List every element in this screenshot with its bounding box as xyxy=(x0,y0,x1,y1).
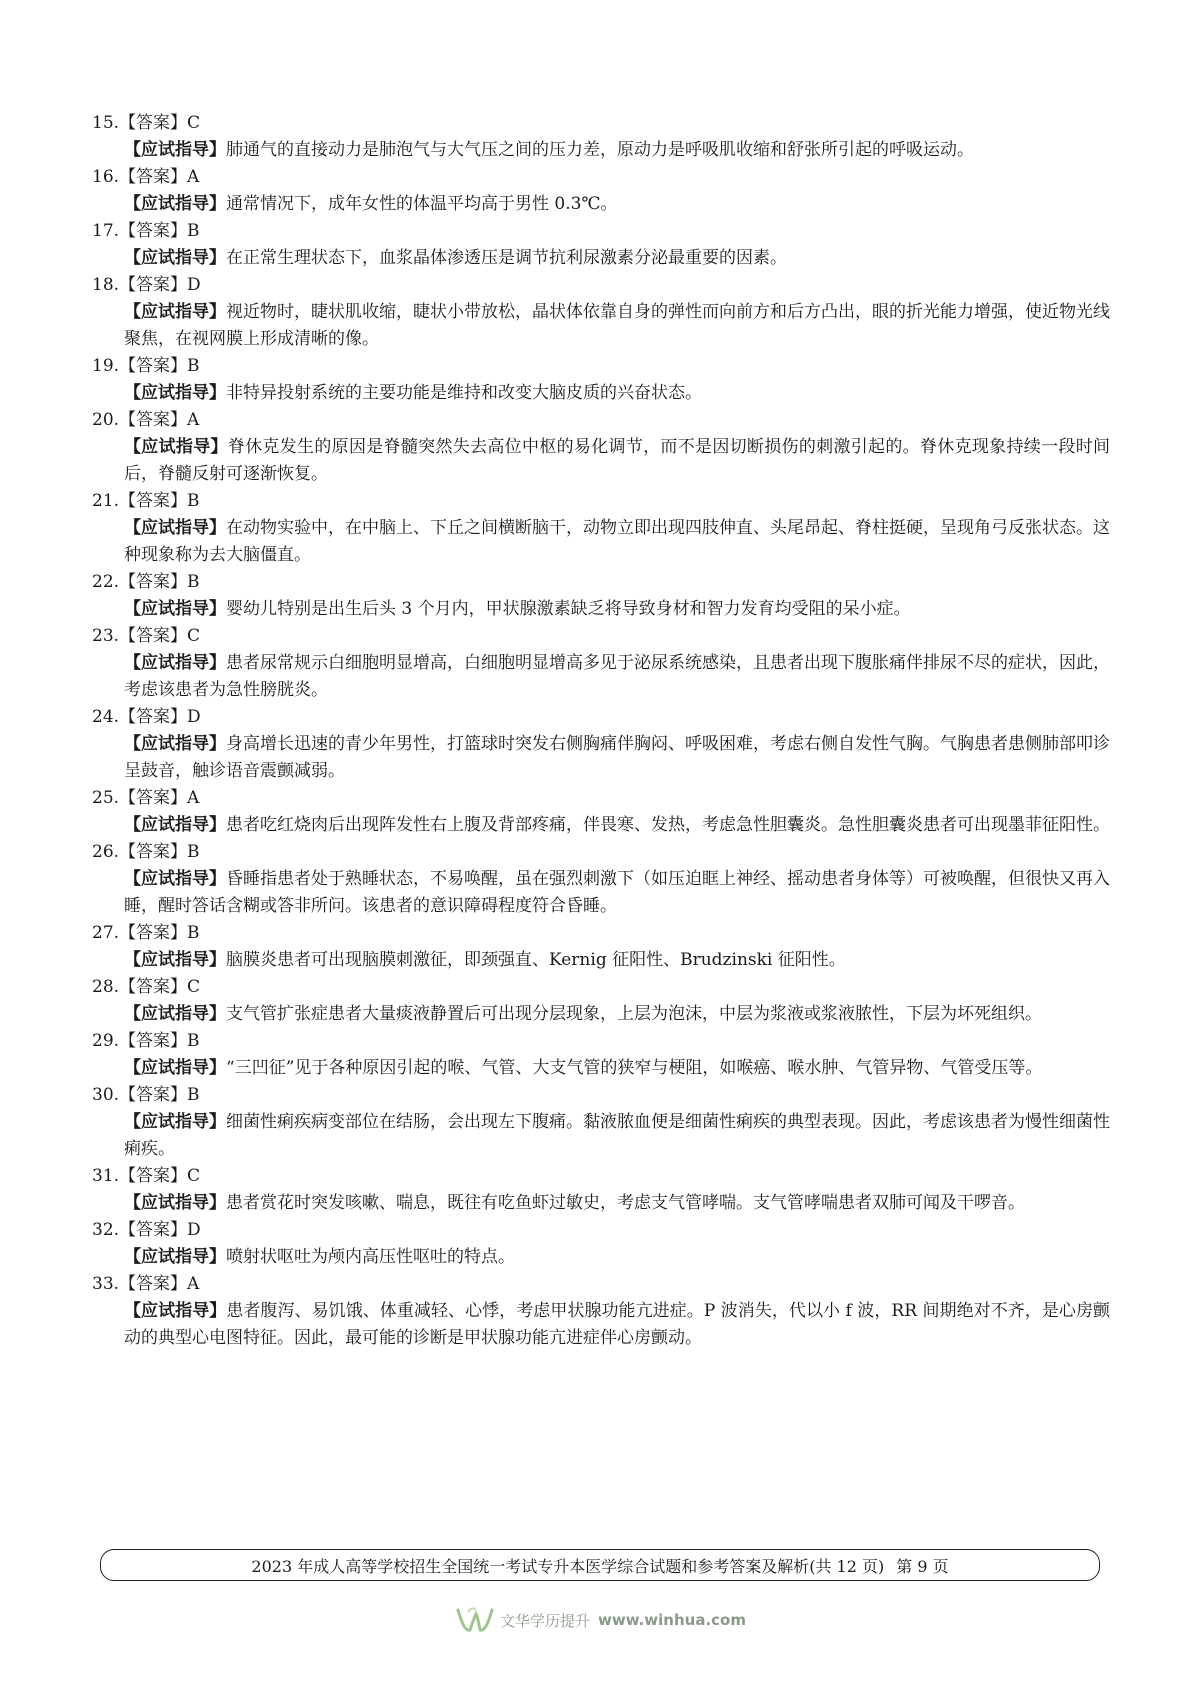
guide-label: 【应试指导】 xyxy=(124,950,226,970)
answer-label: 【答案】 xyxy=(119,923,188,943)
answer-line xyxy=(92,164,1110,191)
guide-text xyxy=(124,947,1110,974)
answer-label: 【答案】 xyxy=(119,275,188,295)
guide-text xyxy=(124,137,1110,164)
guide-label: 【应试指导】 xyxy=(124,815,226,835)
answer-value: D xyxy=(187,1220,201,1240)
answer-label: 【答案】 xyxy=(119,221,188,241)
guide-text xyxy=(124,866,1110,920)
answer-line xyxy=(92,974,1110,1001)
answer-entry xyxy=(92,407,1110,488)
guide-label: 【应试指导】 xyxy=(124,1193,226,1213)
guide-text xyxy=(124,596,1110,623)
answer-value: B xyxy=(187,356,200,376)
answer-label: 【答案】 xyxy=(119,626,188,646)
answer-line xyxy=(92,785,1110,812)
answer-value: A xyxy=(187,410,200,430)
guide-body: 脊休克发生的原因是脊髓突然失去高位中枢的易化调节，而不是因切断损伤的刺激引起的。脊休克现象持续一段时间后，脊髓反射可逐渐恢复。 xyxy=(124,437,1111,484)
guide-label: 【应试指导】 xyxy=(124,653,226,673)
guide-body: 患者赏花时突发咳嗽、喘息，既往有吃鱼虾过敏史，考虑支气管哮喘。支气管哮喘患者双肺可闻及干啰音。 xyxy=(226,1193,1025,1213)
question-number: 17. xyxy=(92,221,120,241)
answer-entry xyxy=(92,839,1110,920)
answer-label: 【答案】 xyxy=(119,842,188,862)
question-number: 22. xyxy=(92,572,120,592)
guide-label: 【应试指导】 xyxy=(124,140,226,160)
answer-line xyxy=(92,1163,1110,1190)
answer-value: B xyxy=(187,221,200,241)
answer-label: 【答案】 xyxy=(119,491,188,511)
guide-label: 【应试指导】 xyxy=(124,869,226,889)
answer-entry xyxy=(92,353,1110,407)
answer-label: 【答案】 xyxy=(119,113,188,133)
answer-line xyxy=(92,920,1110,947)
guide-body: 喷射状呕吐为颅内高压性呕吐的特点。 xyxy=(226,1247,515,1267)
question-number: 25. xyxy=(92,788,120,808)
guide-body: 患者尿常规示白细胞明显增高，白细胞明显增高多见于泌尿系统感染，且患者出现下腹胀痛伴排尿不尽的症状，因此，考虑该患者为急性膀胱炎。 xyxy=(124,653,1110,700)
question-number: 32. xyxy=(92,1220,120,1240)
watermark-brand: 文华学历提升 xyxy=(499,1611,590,1630)
watermark xyxy=(0,1600,1200,1640)
answer-label: 【答案】 xyxy=(119,977,188,997)
guide-label: 【应试指导】 xyxy=(124,518,226,538)
answer-line xyxy=(92,218,1110,245)
answer-entry xyxy=(92,218,1110,272)
guide-text xyxy=(124,1244,1110,1271)
answer-entry xyxy=(92,623,1110,704)
question-number: 27. xyxy=(92,923,120,943)
answer-line xyxy=(92,1028,1110,1055)
answer-value: A xyxy=(187,788,200,808)
answer-entry xyxy=(92,110,1110,164)
question-number: 33. xyxy=(92,1274,120,1294)
guide-body: 昏睡指患者处于熟睡状态，不易唤醒，虽在强烈刺激下（如压迫眶上神经、摇动患者身体等）可被唤醒，但很快又再入睡，醒时答话含糊或答非所问。该患者的意识障碍程度符合昏睡。 xyxy=(124,869,1110,916)
answer-label: 【答案】 xyxy=(119,1031,188,1051)
guide-body: 细菌性痢疾病变部位在结肠，会出现左下腹痛。黏液脓血便是细菌性痢疾的典型表现。因此，考虑该患者为慢性细菌性痢疾。 xyxy=(124,1112,1110,1159)
answer-line xyxy=(92,1082,1110,1109)
guide-text xyxy=(124,731,1110,785)
guide-body: 支气管扩张症患者大量痰液静置后可出现分层现象，上层为泡沫，中层为浆液或浆液脓性，下层为坏死组织。 xyxy=(226,1004,1042,1024)
guide-label: 【应试指导】 xyxy=(124,248,226,268)
answer-label: 【答案】 xyxy=(119,572,188,592)
guide-label: 【应试指导】 xyxy=(124,302,226,322)
answer-entry xyxy=(92,1163,1110,1217)
answer-list xyxy=(92,110,1110,1352)
answer-line xyxy=(92,1217,1110,1244)
guide-label: 【应试指导】 xyxy=(124,1004,226,1024)
guide-text xyxy=(124,515,1110,569)
answer-label: 【答案】 xyxy=(119,707,188,727)
answer-line xyxy=(92,569,1110,596)
guide-body: 视近物时，睫状肌收缩，睫状小带放松，晶状体依靠自身的弹性而向前方和后方凸出，眼的折光能力增强，使近物光线聚焦，在视网膜上形成清晰的像。 xyxy=(124,302,1110,349)
answer-line xyxy=(92,110,1110,137)
guide-body: 肺通气的直接动力是肺泡气与大气压之间的压力差，原动力是呼吸肌收缩和舒张所引起的呼吸运动。 xyxy=(226,140,974,160)
answer-value: B xyxy=(187,1031,200,1051)
answer-value: C xyxy=(187,626,201,646)
guide-body: “三凹征”见于各种原因引起的喉、气管、大支气管的狭窄与梗阻，如喉癌、喉水肿、气管异物、气管受压等。 xyxy=(226,1058,1043,1078)
guide-text xyxy=(124,1190,1110,1217)
guide-text xyxy=(124,1109,1110,1163)
question-number: 19. xyxy=(92,356,120,376)
answer-value: B xyxy=(187,491,200,511)
question-number: 18. xyxy=(92,275,120,295)
answer-entry xyxy=(92,974,1110,1028)
answer-entry xyxy=(92,704,1110,785)
answer-line xyxy=(92,839,1110,866)
page-footer xyxy=(100,1549,1100,1581)
answer-label: 【答案】 xyxy=(119,1274,188,1294)
answer-entry xyxy=(92,488,1110,569)
answer-value: A xyxy=(187,167,200,187)
guide-text xyxy=(124,434,1110,488)
guide-label: 【应试指导】 xyxy=(124,599,226,619)
guide-body: 患者吃红烧肉后出现阵发性右上腹及背部疼痛，伴畏寒、发热，考虑急性胆囊炎。急性胆囊炎患者可出现墨菲征阳性。 xyxy=(226,815,1110,835)
guide-text xyxy=(124,299,1110,353)
guide-label: 【应试指导】 xyxy=(124,1301,227,1321)
answer-value: C xyxy=(187,977,201,997)
answer-label: 【答案】 xyxy=(119,1166,188,1186)
guide-body: 在动物实验中，在中脑上、下丘之间横断脑干，动物立即出现四肢伸直、头尾昂起、脊柱挺硬，呈现角弓反张状态。这种现象称为去大脑僵直。 xyxy=(124,518,1110,565)
answer-label: 【答案】 xyxy=(119,410,188,430)
question-number: 21. xyxy=(92,491,120,511)
answer-entry xyxy=(92,1217,1110,1271)
answer-label: 【答案】 xyxy=(119,1220,188,1240)
question-number: 16. xyxy=(92,167,120,187)
answer-value: B xyxy=(187,923,200,943)
answer-value: B xyxy=(187,842,200,862)
question-number: 23. xyxy=(92,626,120,646)
answer-line xyxy=(92,623,1110,650)
answer-entry xyxy=(92,1028,1110,1082)
answer-value: A xyxy=(187,1274,200,1294)
answer-label: 【答案】 xyxy=(119,356,188,376)
answer-entry xyxy=(92,164,1110,218)
guide-text xyxy=(124,1001,1110,1028)
question-number: 31. xyxy=(92,1166,120,1186)
guide-label: 【应试指导】 xyxy=(124,734,226,754)
answer-line xyxy=(92,353,1110,380)
footer-title: 2023 年成人高等学校招生全国统一考试专升本医学综合试题和参考答案及解析(共 12 页) xyxy=(251,1556,885,1576)
answer-value: C xyxy=(187,113,201,133)
answer-value: B xyxy=(187,1085,200,1105)
answer-line xyxy=(92,488,1110,515)
guide-body: 婴幼儿特别是出生后头 3 个月内，甲状腺激素缺乏将导致身材和智力发育均受阻的呆小症。 xyxy=(226,599,911,619)
guide-label: 【应试指导】 xyxy=(124,437,228,457)
guide-text xyxy=(124,245,1110,272)
guide-label: 【应试指导】 xyxy=(124,194,226,214)
guide-text xyxy=(124,1298,1110,1352)
guide-text xyxy=(124,812,1110,839)
answer-label: 【答案】 xyxy=(119,788,188,808)
guide-body: 脑膜炎患者可出现脑膜刺激征，即颈强直、Kernig 征阳性、Brudzinski 征阳性。 xyxy=(226,950,846,970)
answer-label: 【答案】 xyxy=(119,167,188,187)
question-number: 26. xyxy=(92,842,120,862)
guide-text xyxy=(124,650,1110,704)
guide-body: 患者腹泻、易饥饿、体重减轻、心悸，考虑甲状腺功能亢进症。P 波消失，代以小 f 波，RR 间期绝对不齐，是心房颤动的典型心电图特征。因此，最可能的诊断是甲状腺功能亢进症伴心房颤动。 xyxy=(124,1301,1110,1348)
question-number: 29. xyxy=(92,1031,120,1051)
guide-label: 【应试指导】 xyxy=(124,1247,226,1267)
answer-value: D xyxy=(187,707,201,727)
answer-line xyxy=(92,704,1110,731)
answer-label: 【答案】 xyxy=(119,1085,188,1105)
guide-label: 【应试指导】 xyxy=(124,1112,226,1132)
answer-value: B xyxy=(187,572,200,592)
guide-label: 【应试指导】 xyxy=(124,1058,226,1078)
answer-entry xyxy=(92,1271,1110,1352)
question-number: 24. xyxy=(92,707,120,727)
answer-entry xyxy=(92,1082,1110,1163)
answer-entry xyxy=(92,569,1110,623)
answer-line xyxy=(92,272,1110,299)
question-number: 28. xyxy=(92,977,120,997)
watermark-url: www.winhua.com xyxy=(598,1611,746,1629)
guide-text xyxy=(124,191,1110,218)
guide-text xyxy=(124,380,1110,407)
answer-value: C xyxy=(187,1166,201,1186)
question-number: 30. xyxy=(92,1085,120,1105)
guide-body: 非特异投射系统的主要功能是维持和改变大脑皮质的兴奋状态。 xyxy=(226,383,702,403)
answer-line xyxy=(92,407,1110,434)
footer-page-number: 第 9 页 xyxy=(896,1556,949,1576)
question-number: 20. xyxy=(92,410,120,430)
answer-entry xyxy=(92,920,1110,974)
guide-label: 【应试指导】 xyxy=(124,383,226,403)
answer-entry xyxy=(92,272,1110,353)
answer-entry xyxy=(92,785,1110,839)
guide-text xyxy=(124,1055,1110,1082)
answer-value: D xyxy=(187,275,201,295)
question-number: 15. xyxy=(92,113,120,133)
guide-body: 在正常生理状态下，血浆晶体渗透压是调节抗利尿激素分泌最重要的因素。 xyxy=(226,248,787,268)
winhua-logo-icon xyxy=(454,1604,494,1636)
guide-body: 通常情况下，成年女性的体温平均高于男性 0.3℃。 xyxy=(226,194,618,214)
guide-body: 身高增长迅速的青少年男性，打篮球时突发右侧胸痛伴胸闷、呼吸困难，考虑右侧自发性气胸。气胸患者患侧肺部叩诊呈鼓音，触诊语音震颤减弱。 xyxy=(124,734,1110,781)
answer-line xyxy=(92,1271,1110,1298)
